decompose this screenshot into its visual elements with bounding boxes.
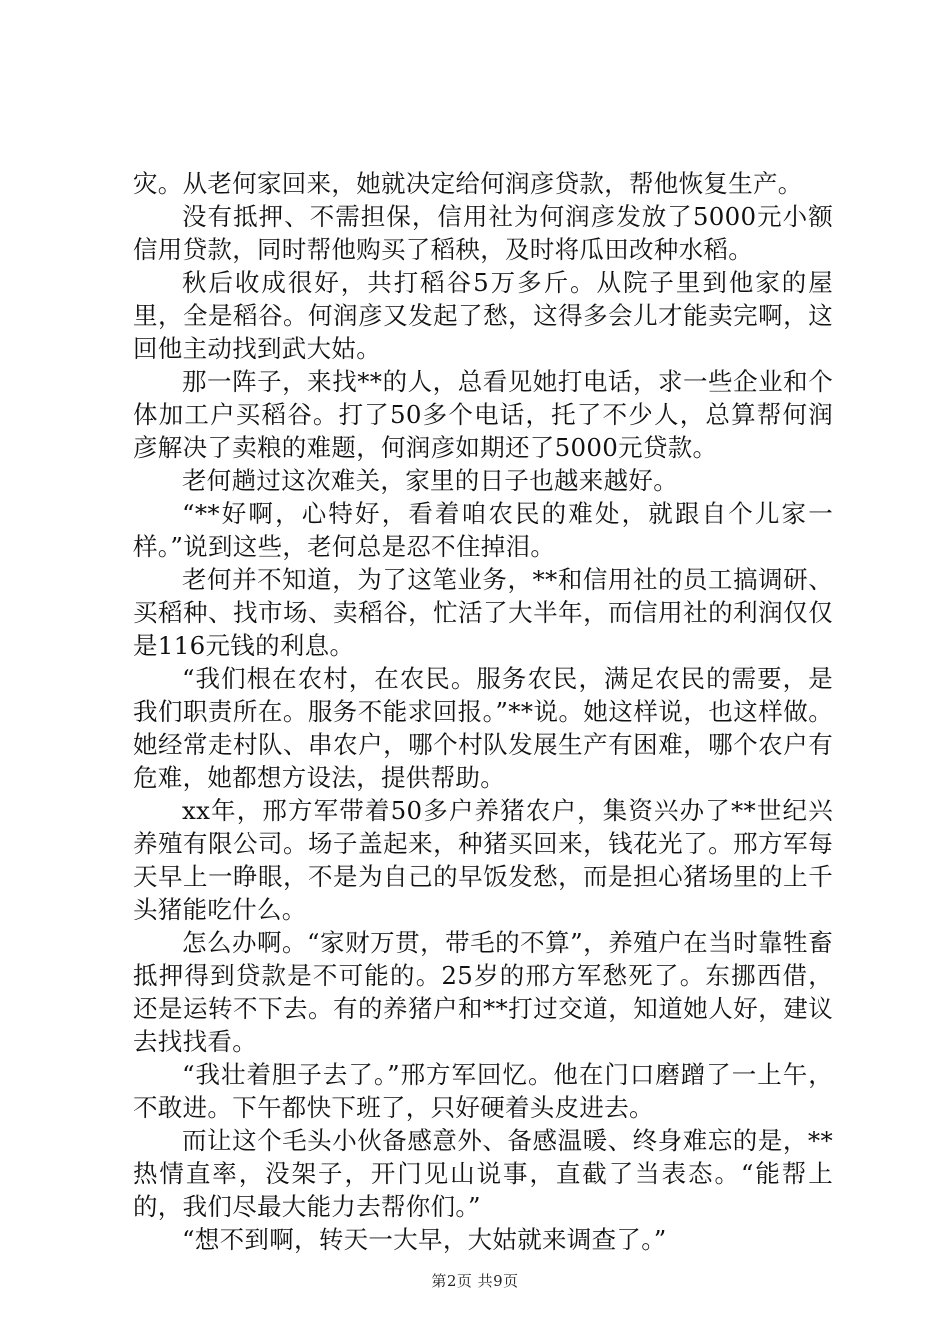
page-footer [0,1270,950,1291]
paragraph: “我们根在农村，在农民。服务农民，满足农民的需要，是我们职责所在。服务不能求回报。”**说。她这样说，也这样做。她经常走村队、串农户，哪个村队发展生产有困难，哪个农户有危难，她都想方设法，提供帮助。 [133,664,833,792]
paragraph: 没有抵押、不需担保，信用社为何润彦发放了5000元小额信用贷款，同时帮他购买了稻秧，及时将瓜田改种水稻。 [133,202,833,264]
paragraph: 而让这个毛头小伙备感意外、备感温暖、终身难忘的是，**热情直率，没架子，开门见山说事，直截了当表态。“能帮上的，我们尽最大能力去帮你们。” [133,1126,833,1221]
paragraph: 老何并不知道，为了这笔业务，**和信用社的员工搞调研、买稻种、找市场、卖稻谷，忙活了大半年，而信用社的利润仅仅是116元钱的利息。 [133,565,833,660]
paragraph: 秋后收成很好，共打稻谷5万多斤。从院子里到他家的屋里，全是稻谷。何润彦又发起了愁，这得多会儿才能卖完啊，这回他主动找到武大姑。 [133,268,833,363]
paragraph: 怎么办啊。“家财万贯，带毛的不算”，养殖户在当时靠牲畜抵押得到贷款是不可能的。25岁的邢方军愁死了。东挪西借，还是运转不下去。有的养猪户和**打过交道，知道她人好，建议去找找看。 [133,928,833,1056]
paragraph: “想不到啊，转天一大早，大姑就来调查了。” [182,1225,667,1254]
document-body [133,167,833,1256]
paragraph: xx年，邢方军带着50多户养猪农户，集资兴办了**世纪兴养殖有限公司。场子盖起来，种猪买回来，钱花光了。邢方军每天早上一睁眼，不是为自己的早饭发愁，而是担心猪场里的上千头猪能吃什么。 [133,796,833,924]
paragraph: 老何趟过这次难关，家里的日子也越来越好。 [182,466,678,495]
page-number-label: 第2页 共9页 [431,1272,519,1290]
paragraph: 那一阵子，来找**的人，总看见她打电话，求一些企业和个体加工户买稻谷。打了50多个电话，托了不少人，总算帮何润彦解决了卖粮的难题，何润彦如期还了5000元贷款。 [133,367,833,462]
paragraph: “我壮着胆子去了。”邢方军回忆。他在门口磨蹭了一上午，不敢进。下午都快下班了，只好硬着头皮进去。 [133,1060,833,1122]
paragraph: “**好啊，心特好，看着咱农民的难处，就跟自个儿家一样。”说到这些，老何总是忍不住掉泪。 [133,499,833,561]
paragraph: 灾。从老何家回来，她就决定给何润彦贷款，帮他恢复生产。 [133,169,803,198]
